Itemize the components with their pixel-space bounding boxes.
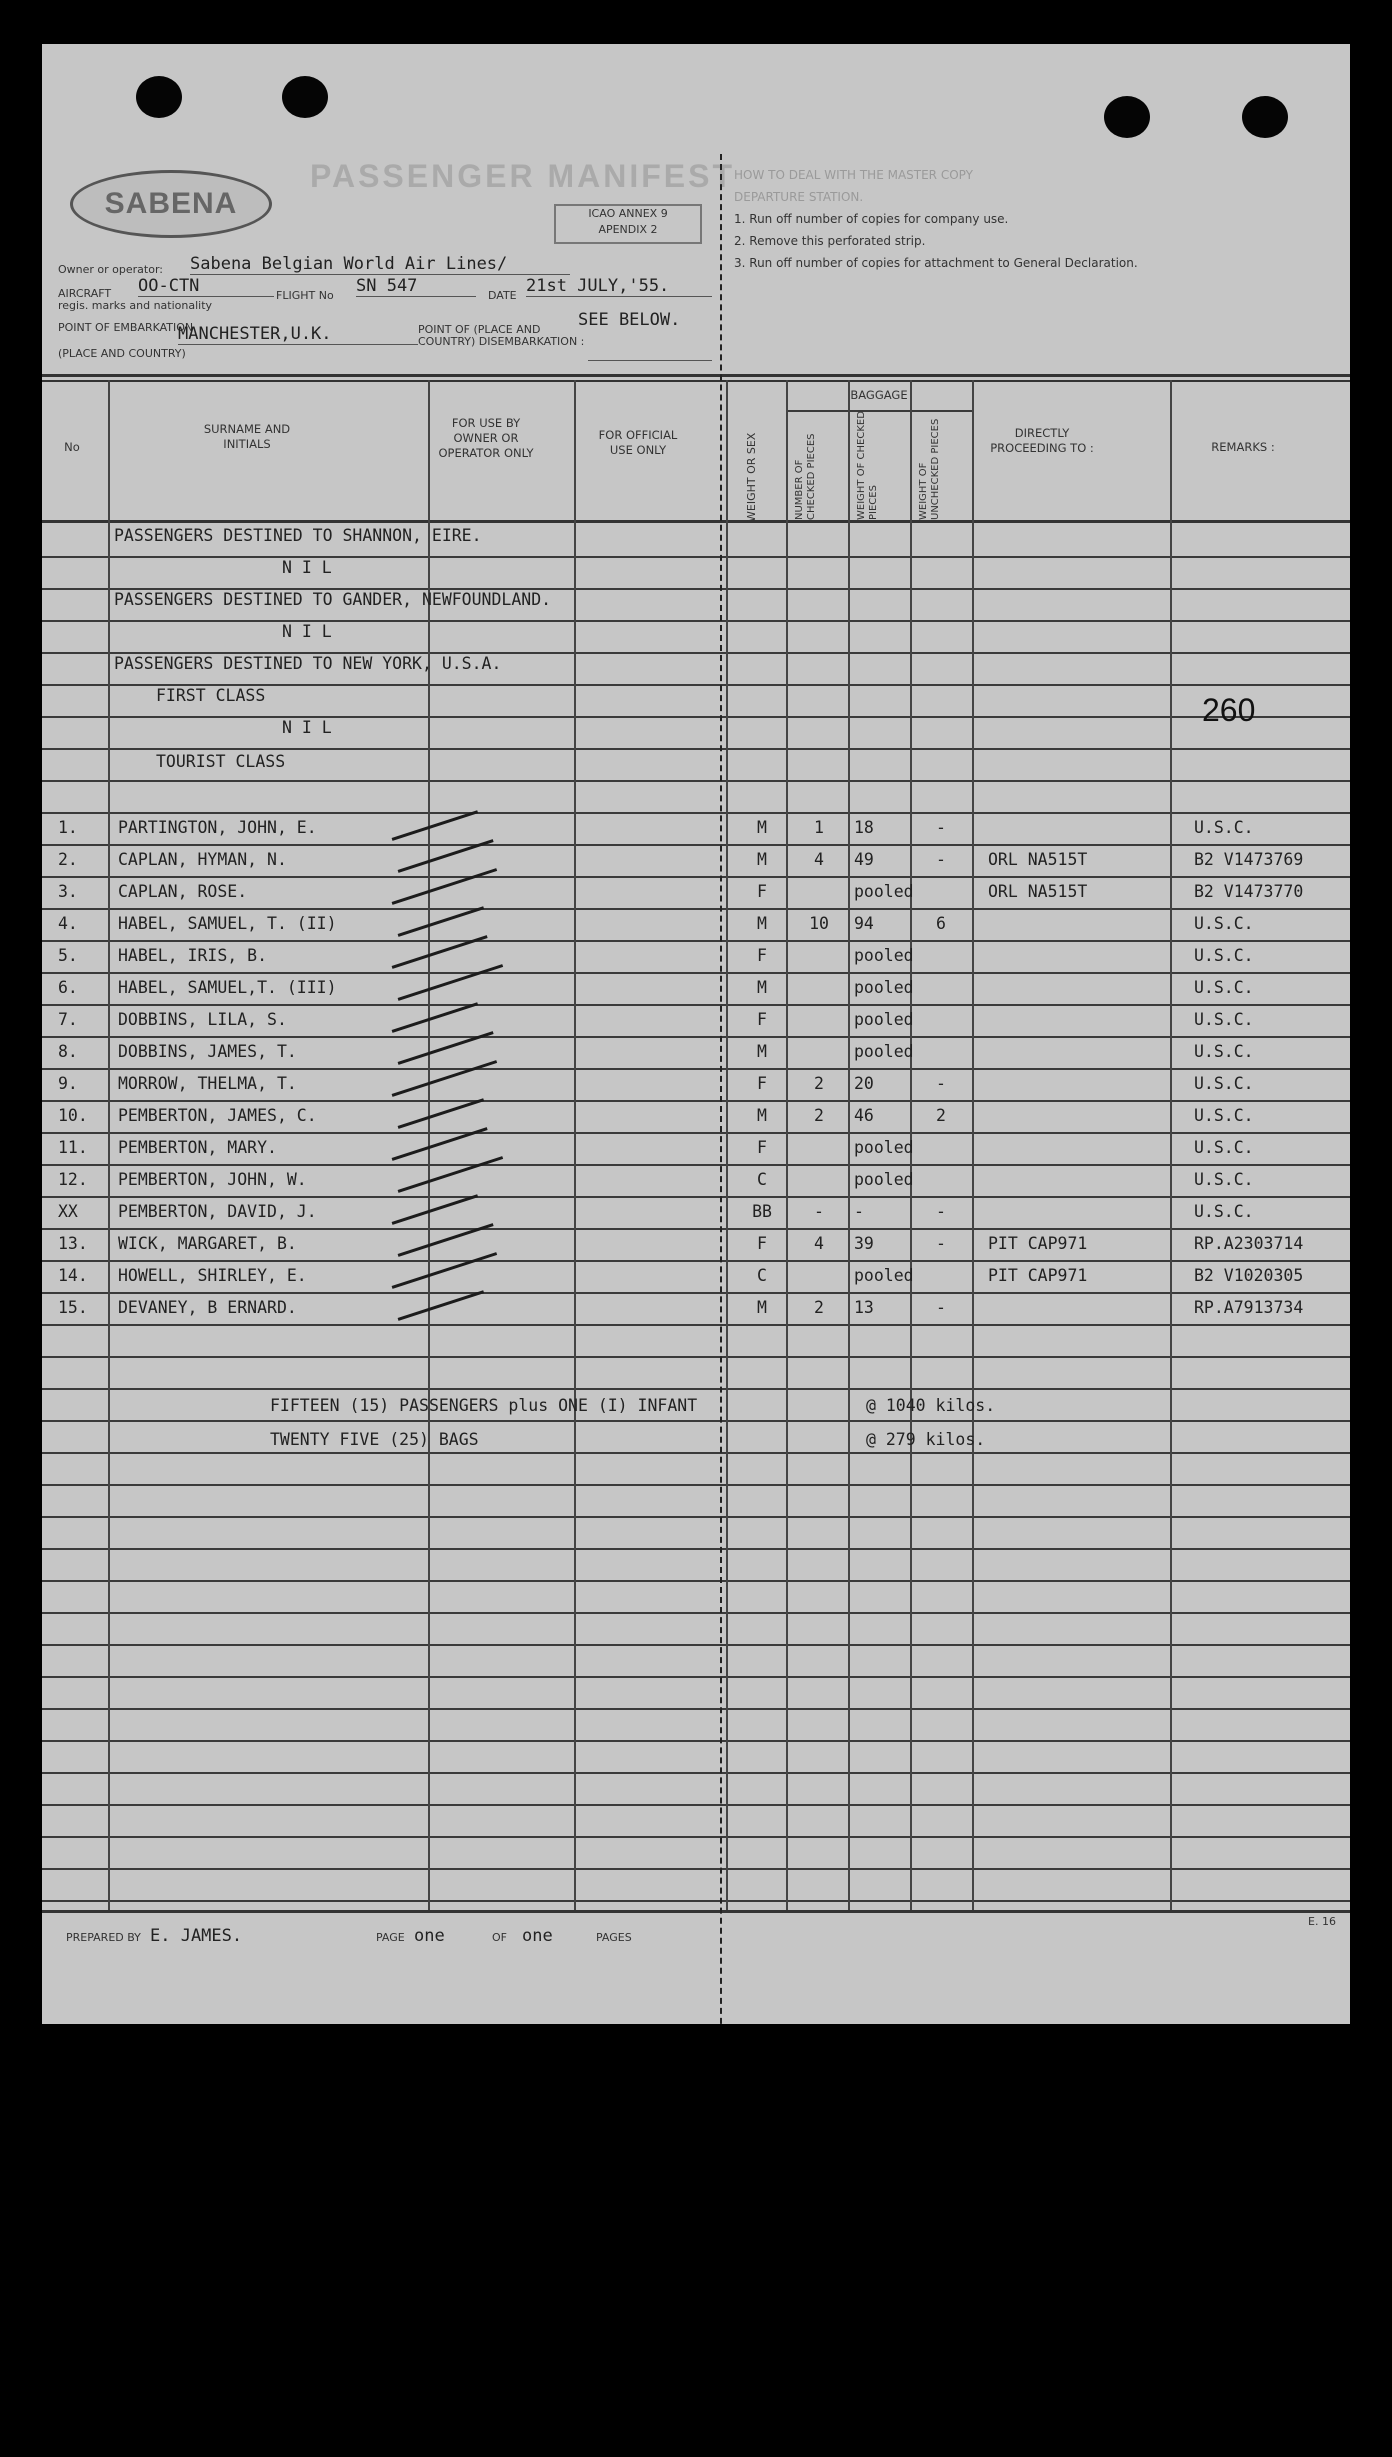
column-rule [1170,380,1172,1910]
passenger-number: 7. [58,1010,78,1029]
column-header-official-use: FOR OFFICIAL USE ONLY [598,428,678,457]
row-rule [42,1228,1350,1230]
passenger-name: PEMBERTON, JOHN, W. [118,1170,307,1189]
passenger-name: PEMBERTON, JAMES, C. [118,1106,317,1125]
proceeding-to: ORL NA515T [988,850,1088,869]
totals-passengers-weight: @ 1040 kilos. [866,1396,996,1415]
row-rule [42,1900,1350,1902]
row-rule [42,1804,1350,1806]
checked-pieces: 2 [814,1106,824,1125]
checked-pieces: 1 [814,818,824,837]
checked-weight: - [854,1202,864,1221]
passenger-name: HABEL, SAMUEL,T. (III) [118,978,337,997]
passenger-remarks: U.S.C. [1194,1010,1254,1029]
row-rule [42,1132,1350,1134]
passenger-sex: F [757,1074,767,1093]
passenger-sex: M [757,818,767,837]
passenger-remarks: U.S.C. [1194,1074,1254,1093]
flight-value: SN 547 [356,276,476,297]
embark-sub-label: (PLACE AND COUNTRY) [58,347,186,360]
row-rule [42,1868,1350,1870]
passenger-name: CAPLAN, ROSE. [118,882,248,901]
passenger-sex: C [757,1170,767,1189]
aircraft-label: AIRCRAFT [58,287,112,300]
form-code: E. 16 [1308,1915,1336,1928]
unchecked-weight: - [936,850,946,869]
manifest-sheet [42,44,1350,2024]
unchecked-weight: - [936,1202,946,1221]
row-rule [42,1164,1350,1166]
row-rule [42,1324,1350,1326]
passenger-remarks: U.S.C. [1194,946,1254,965]
owner-label: Owner or operator: [58,263,163,276]
row-rule [42,1772,1350,1774]
unchecked-weight: - [936,1074,946,1093]
passenger-name: HOWELL, SHIRLEY, E. [118,1266,307,1285]
instructions-line: 3. Run off number of copies for attachment to General Declaration. [734,256,1138,270]
row-rule [42,1068,1350,1070]
passenger-name: DOBBINS, JAMES, T. [118,1042,297,1061]
column-rule [108,380,110,1910]
column-header-proceeding: DIRECTLY PROCEEDING TO : [990,426,1094,455]
passenger-sex: M [757,1106,767,1125]
column-rule [726,380,728,1910]
passenger-number: XX [58,1202,78,1221]
passenger-remarks: U.S.C. [1194,1106,1254,1125]
column-rule [574,380,576,1910]
icao-line1: ICAO ANNEX 9 [588,207,668,220]
prepared-by-value: E. JAMES. [150,1926,243,1946]
checked-weight: pooled [854,946,914,965]
column-rule [786,380,788,1910]
passenger-sex: M [757,1298,767,1317]
aircraft-value: OO-CTN [138,276,274,297]
table-top-rule [42,374,1350,377]
passenger-sex: M [757,850,767,869]
passenger-name: MORROW, THELMA, T. [118,1074,297,1093]
passenger-number: 14. [58,1266,88,1285]
section-shannon: PASSENGERS DESTINED TO SHANNON, EIRE. [114,526,482,545]
passenger-remarks: B2 V1473770 [1194,882,1304,901]
checked-pieces: 4 [814,850,824,869]
row-rule [42,1612,1350,1614]
row-rule [42,716,1350,718]
checked-pieces: 4 [814,1234,824,1253]
date-value: 21st JULY,'55. [526,276,712,297]
column-header-surname: SURNAME AND INITIALS [203,422,291,451]
passenger-number: 10. [58,1106,88,1125]
header-bottom-rule [42,520,1350,523]
passenger-sex: F [757,1234,767,1253]
page-label: PAGE [376,1931,405,1944]
checked-pieces: 2 [814,1298,824,1317]
passenger-name: PEMBERTON, DAVID, J. [118,1202,317,1221]
passenger-number: 6. [58,978,78,997]
instructions-line: HOW TO DEAL WITH THE MASTER COPY [734,168,973,182]
passenger-sex: F [757,1138,767,1157]
passenger-name: HABEL, IRIS, B. [118,946,268,965]
column-rule [848,380,850,1910]
checked-weight: pooled [854,1042,914,1061]
passenger-remarks: U.S.C. [1194,1202,1254,1221]
checked-weight: 39 [854,1234,874,1253]
passenger-remarks: U.S.C. [1194,1042,1254,1061]
passenger-remarks: U.S.C. [1194,914,1254,933]
checked-weight: pooled [854,882,914,901]
section-first-class: FIRST CLASS [156,686,266,705]
passenger-sex: M [757,1042,767,1061]
row-rule [42,1356,1350,1358]
row-rule [42,972,1350,974]
checked-weight: 20 [854,1074,874,1093]
passenger-name: HABEL, SAMUEL, T. (II) [118,914,337,933]
column-header-unchecked-weight: WEIGHT OF UNCHECKED PIECES [918,418,941,520]
instructions-line: DEPARTURE STATION. [734,190,864,204]
column-header-no: No [64,440,80,454]
column-header-remarks: REMARKS : [1211,440,1275,454]
column-header-baggage: BAGGAGE [850,388,908,402]
checked-weight: pooled [854,1266,914,1285]
row-rule [42,780,1350,782]
embark-value: MANCHESTER,U.K. [178,324,418,345]
row-rule [42,1420,1350,1422]
proceeding-to: PIT CAP971 [988,1234,1088,1253]
flight-label: FLIGHT No [276,289,334,302]
aircraft-sub-label: regis. marks and nationality [58,299,213,312]
row-rule [42,1644,1350,1646]
section-nil: N I L [282,718,332,737]
passenger-number: 9. [58,1074,78,1093]
section-nil: N I L [282,622,332,641]
row-rule [42,1452,1350,1454]
checked-weight: 49 [854,850,874,869]
row-rule [42,1036,1350,1038]
passenger-name: DOBBINS, LILA, S. [118,1010,287,1029]
passenger-number: 12. [58,1170,88,1189]
checked-weight: pooled [854,1010,914,1029]
passenger-remarks: B2 V1473769 [1194,850,1304,869]
passenger-name: PARTINGTON, JOHN, E. [118,818,317,837]
column-rule [972,380,974,1910]
passenger-remarks: U.S.C. [1194,818,1254,837]
row-rule [42,1836,1350,1838]
section-nil: N I L [282,558,332,577]
unchecked-weight: - [936,818,946,837]
passenger-sex: F [757,946,767,965]
passenger-number: 1. [58,818,78,837]
manifest-table [42,44,1350,2024]
disembark-value: SEE BELOW. [578,310,681,330]
passenger-sex: F [757,1010,767,1029]
row-rule [42,1516,1350,1518]
row-rule [42,1676,1350,1678]
row-rule [42,844,1350,846]
page-value: one [414,1926,445,1946]
prepared-by-label: PREPARED BY [66,1931,141,1944]
unchecked-weight: 2 [936,1106,946,1125]
passenger-name: CAPLAN, HYMAN, N. [118,850,287,869]
icao-line2: APENDIX 2 [598,223,658,236]
row-rule [42,1260,1350,1262]
row-rule [42,908,1350,910]
row-rule [42,940,1350,942]
passenger-remarks: RP.A2303714 [1194,1234,1304,1253]
row-rule [42,1740,1350,1742]
passenger-sex: M [757,914,767,933]
passenger-number: 4. [58,914,78,933]
passenger-remarks: U.S.C. [1194,978,1254,997]
column-header-owner-use: FOR USE BY OWNER OR OPERATOR ONLY [438,416,534,460]
passenger-number: 2. [58,850,78,869]
passenger-sex: BB [752,1202,772,1221]
passenger-remarks: U.S.C. [1194,1138,1254,1157]
passenger-number: 5. [58,946,78,965]
unchecked-weight: - [936,1234,946,1253]
embark-label: POINT OF EMBARKATION [58,321,194,334]
passenger-name: DEVANEY, B ERNARD. [118,1298,297,1317]
totals-bags: TWENTY FIVE (25) BAGS [270,1430,479,1449]
passenger-number: 13. [58,1234,88,1253]
disembark-label: POINT OF (PLACE AND COUNTRY) DISEMBARKATION : [418,323,585,348]
row-rule [42,1004,1350,1006]
unchecked-weight: - [936,1298,946,1317]
passenger-sex: M [757,978,767,997]
totals-passengers: FIFTEEN (15) PASSENGERS plus ONE (I) INFANT [270,1396,698,1415]
row-rule [42,876,1350,878]
row-rule [42,1484,1350,1486]
checked-weight: pooled [854,1170,914,1189]
checked-pieces: - [814,1202,824,1221]
row-rule [42,748,1350,750]
column-header-weight-sex: WEIGHT OR SEX [745,432,758,522]
passenger-remarks: U.S.C. [1194,1170,1254,1189]
row-rule [42,620,1350,622]
checked-weight: 18 [854,818,874,837]
owner-value: Sabena Belgian World Air Lines/ [190,254,570,275]
section-tourist-class: TOURIST CLASS [156,752,286,771]
column-header-checked-weight: WEIGHT OF CHECKED PIECES [856,411,879,520]
passenger-remarks: B2 V1020305 [1194,1266,1304,1285]
date-label: DATE [488,289,517,302]
row-rule [42,812,1350,814]
row-rule [42,1196,1350,1198]
passenger-number: 11. [58,1138,88,1157]
perforation-line [720,154,722,2024]
passenger-sex: C [757,1266,767,1285]
column-header-checked-pieces: NUMBER OF CHECKED PIECES [794,433,817,520]
row-rule [42,1100,1350,1102]
unchecked-weight: 6 [936,914,946,933]
totals-bags-weight: @ 279 kilos. [866,1430,986,1449]
passenger-sex: F [757,882,767,901]
passenger-name: WICK, MARGARET, B. [118,1234,297,1253]
handwritten-number: 260 [1202,692,1256,728]
form-title: PASSENGER MANIFEST [310,158,735,194]
table-bottom-rule [42,1910,1350,1913]
table-top-rule [42,380,1350,382]
sabena-logo: SABENA [70,170,272,238]
instructions-line: 1. Run off number of copies for company use. [734,212,1009,226]
proceeding-to: ORL NA515T [988,882,1088,901]
passenger-number: 15. [58,1298,88,1317]
passenger-number: 3. [58,882,78,901]
checked-pieces: 2 [814,1074,824,1093]
proceeding-to: PIT CAP971 [988,1266,1088,1285]
passenger-number: 8. [58,1042,78,1061]
row-rule [42,1548,1350,1550]
row-rule [42,1580,1350,1582]
pages-label: PAGES [596,1931,632,1944]
checked-pieces: 10 [809,914,829,933]
of-label: OF [492,1931,507,1944]
section-gander: PASSENGERS DESTINED TO GANDER, NEWFOUNDLAND. [114,590,552,609]
checked-weight: 13 [854,1298,874,1317]
instructions-line: 2. Remove this perforated strip. [734,234,926,248]
checked-weight: 46 [854,1106,874,1125]
section-newyork: PASSENGERS DESTINED TO NEW YORK, U.S.A. [114,654,502,673]
passenger-name: PEMBERTON, MARY. [118,1138,277,1157]
checked-weight: pooled [854,1138,914,1157]
passenger-remarks: RP.A7913734 [1194,1298,1304,1317]
row-rule [42,556,1350,558]
row-rule [42,1388,1350,1390]
of-value: one [522,1926,553,1946]
checked-weight: 94 [854,914,874,933]
row-rule [42,1708,1350,1710]
checked-weight: pooled [854,978,914,997]
row-rule [42,1292,1350,1294]
